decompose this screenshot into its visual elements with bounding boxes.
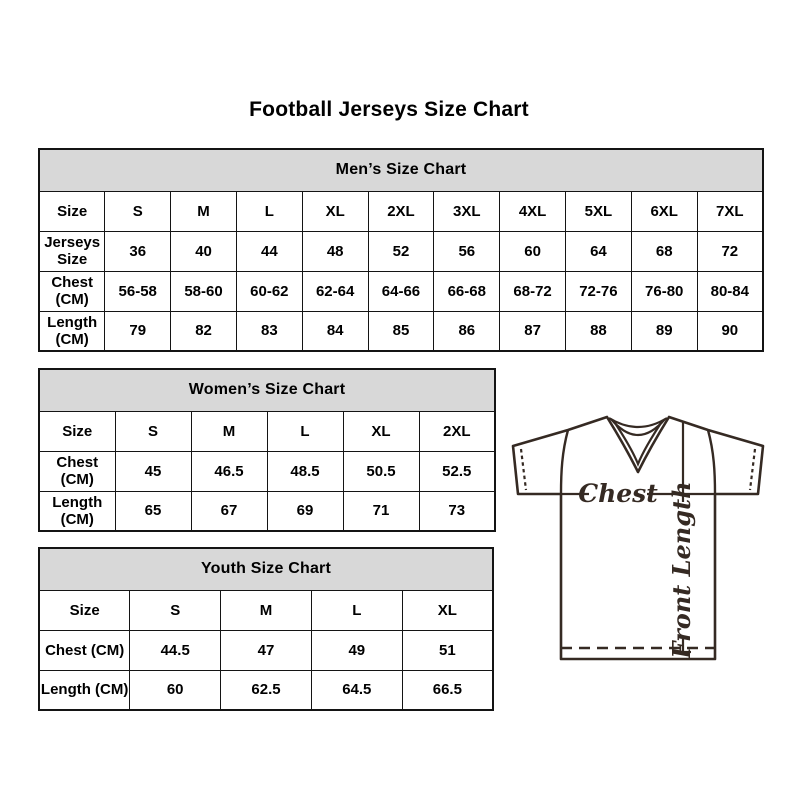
table-row [39, 491, 495, 531]
mens-header-row [39, 191, 763, 231]
jersey-measurement-diagram [504, 402, 778, 674]
table-cell: 60-62 [236, 271, 302, 311]
womens-corner-label: Size [39, 411, 115, 451]
row-label: Length (CM) [39, 311, 105, 351]
page-title: Football Jerseys Size Chart [249, 98, 529, 121]
table-cell: 73 [419, 491, 495, 531]
table-cell: 56 [434, 231, 500, 271]
table-cell: 90 [697, 311, 763, 351]
size-col-header: L [236, 191, 302, 231]
size-col-header: 2XL [368, 191, 434, 231]
table-cell: 48.5 [267, 451, 343, 491]
table-cell: 71 [343, 491, 419, 531]
size-col-header: S [105, 191, 171, 231]
size-col-header: 7XL [697, 191, 763, 231]
table-cell: 56-58 [105, 271, 171, 311]
table-cell: 84 [302, 311, 368, 351]
table-cell: 85 [368, 311, 434, 351]
table-cell: 52.5 [419, 451, 495, 491]
table-cell: 60 [130, 670, 221, 710]
womens-header-row [39, 411, 495, 451]
womens-table-title: Women’s Size Chart [39, 369, 495, 411]
table-cell: 50.5 [343, 451, 419, 491]
size-col-header: XL [343, 411, 419, 451]
table-cell: 89 [631, 311, 697, 351]
table-cell: 40 [171, 231, 237, 271]
table-cell: 79 [105, 311, 171, 351]
table-cell: 83 [236, 311, 302, 351]
front-length-measure-label: Front Length [667, 481, 696, 659]
table-cell: 66-68 [434, 271, 500, 311]
row-label: Chest (CM) [39, 451, 115, 491]
jersey-diagram-icon [504, 402, 778, 674]
size-col-header: M [191, 411, 267, 451]
row-label: Length (CM) [39, 670, 130, 710]
table-cell: 44 [236, 231, 302, 271]
table-cell: 44.5 [130, 630, 221, 670]
size-col-header: L [311, 590, 402, 630]
table-row [39, 451, 495, 491]
table-cell: 68-72 [500, 271, 566, 311]
row-label: Chest (CM) [39, 271, 105, 311]
table-cell: 62.5 [221, 670, 312, 710]
size-col-header: 4XL [500, 191, 566, 231]
table-row [39, 231, 763, 271]
row-label: Length (CM) [39, 491, 115, 531]
chest-measure-label: Chest [578, 479, 658, 508]
mens-table-title: Men’s Size Chart [39, 149, 763, 191]
size-col-header: S [115, 411, 191, 451]
womens-size-table [38, 368, 496, 532]
table-cell: 48 [302, 231, 368, 271]
table-cell: 69 [267, 491, 343, 531]
table-cell: 64-66 [368, 271, 434, 311]
table-cell: 65 [115, 491, 191, 531]
table-cell: 51 [402, 630, 493, 670]
table-row [39, 670, 493, 710]
size-col-header: 5XL [566, 191, 632, 231]
table-row [39, 311, 763, 351]
size-col-header: S [130, 590, 221, 630]
size-col-header: XL [402, 590, 493, 630]
table-cell: 88 [566, 311, 632, 351]
table-cell: 82 [171, 311, 237, 351]
size-col-header: M [171, 191, 237, 231]
table-row [39, 630, 493, 670]
table-cell: 60 [500, 231, 566, 271]
table-cell: 67 [191, 491, 267, 531]
size-col-header: XL [302, 191, 368, 231]
table-cell: 66.5 [402, 670, 493, 710]
youth-corner-label: Size [39, 590, 130, 630]
table-cell: 64 [566, 231, 632, 271]
table-cell: 49 [311, 630, 402, 670]
table-cell: 87 [500, 311, 566, 351]
table-cell: 76-80 [631, 271, 697, 311]
table-cell: 72-76 [566, 271, 632, 311]
row-label: Jerseys Size [39, 231, 105, 271]
size-col-header: 6XL [631, 191, 697, 231]
table-row [39, 271, 763, 311]
table-cell: 52 [368, 231, 434, 271]
youth-size-table [38, 547, 494, 711]
row-label: Chest (CM) [39, 630, 130, 670]
table-cell: 46.5 [191, 451, 267, 491]
table-cell: 45 [115, 451, 191, 491]
table-cell: 58-60 [171, 271, 237, 311]
table-cell: 62-64 [302, 271, 368, 311]
table-cell: 36 [105, 231, 171, 271]
size-col-header: 2XL [419, 411, 495, 451]
table-cell: 72 [697, 231, 763, 271]
table-cell: 80-84 [697, 271, 763, 311]
mens-size-table [38, 148, 764, 352]
table-cell: 64.5 [311, 670, 402, 710]
table-cell: 86 [434, 311, 500, 351]
size-col-header: 3XL [434, 191, 500, 231]
youth-table-title: Youth Size Chart [39, 548, 493, 590]
table-cell: 68 [631, 231, 697, 271]
table-cell: 47 [221, 630, 312, 670]
youth-header-row [39, 590, 493, 630]
size-col-header: M [221, 590, 312, 630]
size-col-header: L [267, 411, 343, 451]
mens-corner-label: Size [39, 191, 105, 231]
